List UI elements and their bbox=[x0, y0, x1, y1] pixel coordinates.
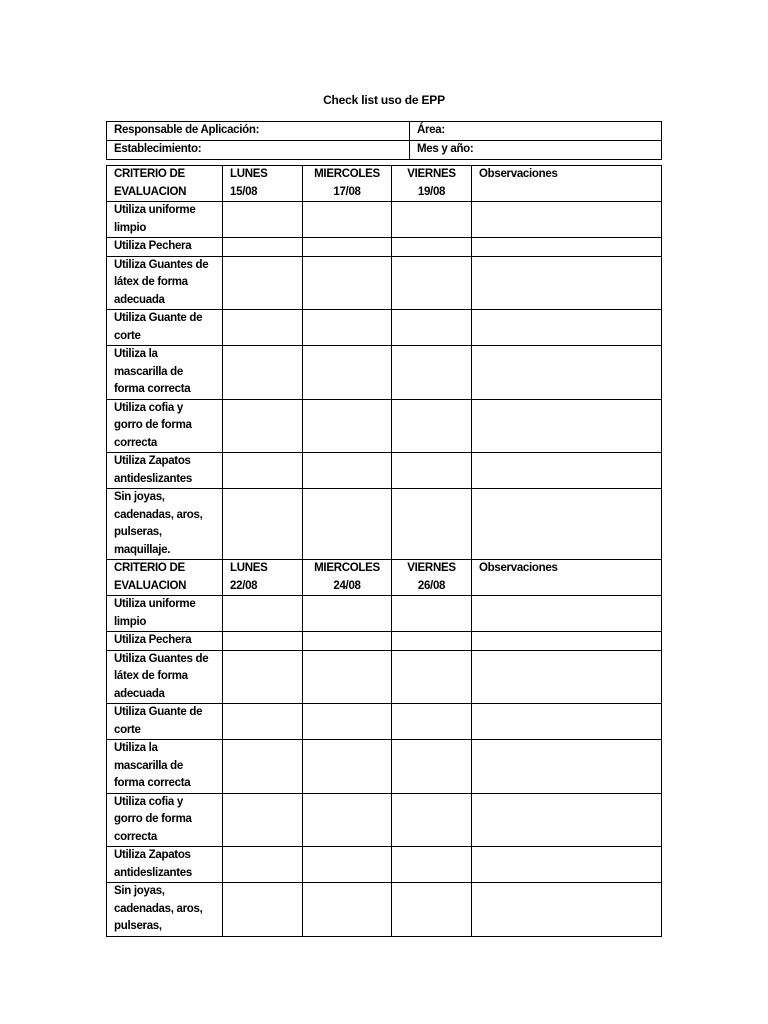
check-cell-miercoles[interactable] bbox=[303, 704, 392, 740]
checklist-table bbox=[106, 165, 662, 937]
day-name: VIERNES bbox=[407, 562, 456, 574]
observaciones-cell[interactable] bbox=[472, 650, 662, 704]
check-cell-viernes[interactable] bbox=[392, 346, 472, 400]
criterion-label bbox=[107, 399, 223, 453]
header-row-responsable bbox=[107, 122, 662, 141]
document-title: Check list uso de EPP bbox=[323, 93, 445, 107]
check-cell-miercoles[interactable] bbox=[303, 399, 392, 453]
check-cell-viernes[interactable] bbox=[392, 793, 472, 847]
day-name: MIERCOLES bbox=[314, 562, 380, 574]
criterion-row bbox=[107, 704, 662, 740]
criterion-label-line: Utiliza Guante de bbox=[114, 706, 203, 718]
criterion-label bbox=[107, 596, 223, 632]
criterion-row bbox=[107, 596, 662, 632]
check-cell-miercoles[interactable] bbox=[303, 346, 392, 400]
check-cell-viernes[interactable] bbox=[392, 596, 472, 632]
day-date: 22/08 bbox=[230, 579, 258, 592]
criterion-label-line: látex de forma bbox=[114, 670, 188, 682]
criterion-label-line: antideslizantes bbox=[114, 866, 192, 879]
criterion-row bbox=[107, 793, 662, 847]
check-cell-miercoles[interactable] bbox=[303, 238, 392, 257]
criterion-label-line: Utiliza Guantes de bbox=[114, 258, 209, 271]
area-field[interactable]: Área: bbox=[410, 122, 662, 141]
criterion-label bbox=[107, 704, 223, 740]
criterion-label-line: cadenadas, aros, bbox=[114, 508, 203, 521]
criterion-label-line: pulseras, bbox=[114, 526, 162, 538]
criterion-row bbox=[107, 238, 662, 257]
day-date: 24/08 bbox=[333, 579, 361, 592]
check-cell-miercoles[interactable] bbox=[303, 793, 392, 847]
observaciones-cell[interactable] bbox=[472, 847, 662, 883]
criterio-header-line: EVALUACION bbox=[114, 185, 187, 198]
criterion-row bbox=[107, 883, 662, 937]
criterion-label-line: Utiliza Pechera bbox=[114, 634, 192, 646]
day-date: 17/08 bbox=[333, 185, 361, 198]
criterion-label bbox=[107, 346, 223, 400]
observaciones-cell[interactable] bbox=[472, 202, 662, 238]
check-cell-miercoles[interactable] bbox=[303, 883, 392, 937]
day-header bbox=[392, 560, 472, 596]
check-cell-miercoles[interactable] bbox=[303, 310, 392, 346]
check-cell-miercoles[interactable] bbox=[303, 650, 392, 704]
criterion-row bbox=[107, 740, 662, 794]
observaciones-cell[interactable] bbox=[472, 256, 662, 310]
observaciones-cell[interactable] bbox=[472, 346, 662, 400]
criterion-label-line: Utiliza cofia y bbox=[114, 401, 183, 414]
criterion-label-line: mascarilla de bbox=[114, 365, 183, 378]
check-cell-miercoles[interactable] bbox=[303, 489, 392, 560]
criterion-label bbox=[107, 238, 223, 257]
observaciones-cell[interactable] bbox=[472, 883, 662, 937]
check-cell-viernes[interactable] bbox=[392, 489, 472, 560]
check-cell-lunes[interactable] bbox=[223, 740, 303, 794]
check-cell-lunes[interactable] bbox=[223, 453, 303, 489]
criterion-label-line: correcta bbox=[114, 436, 157, 449]
criterion-label-line: Utiliza Guante de bbox=[114, 312, 203, 324]
criterion-label-line: Utiliza uniforme bbox=[114, 204, 196, 216]
check-cell-lunes[interactable] bbox=[223, 704, 303, 740]
check-cell-lunes[interactable] bbox=[223, 596, 303, 632]
observaciones-header: Observaciones bbox=[472, 166, 662, 202]
criterion-label-line: forma correcta bbox=[114, 383, 191, 395]
criterion-label-line: limpio bbox=[114, 221, 147, 234]
criterion-label-line: corte bbox=[114, 329, 141, 342]
criterion-label-line: correcta bbox=[114, 830, 157, 843]
observaciones-cell[interactable] bbox=[472, 489, 662, 560]
check-cell-lunes[interactable] bbox=[223, 346, 303, 400]
criterion-label-line: cadenadas, aros, bbox=[114, 902, 203, 915]
check-cell-miercoles[interactable] bbox=[303, 202, 392, 238]
criterion-label bbox=[107, 847, 223, 883]
criterion-label bbox=[107, 256, 223, 310]
criterion-row bbox=[107, 202, 662, 238]
check-cell-viernes[interactable] bbox=[392, 740, 472, 794]
observaciones-cell[interactable] bbox=[472, 310, 662, 346]
check-cell-lunes[interactable] bbox=[223, 399, 303, 453]
criterion-row bbox=[107, 453, 662, 489]
week-header-row bbox=[107, 560, 662, 596]
day-date: 15/08 bbox=[230, 185, 258, 198]
check-cell-lunes[interactable] bbox=[223, 650, 303, 704]
observaciones-header: Observaciones bbox=[472, 560, 662, 596]
check-cell-miercoles[interactable] bbox=[303, 453, 392, 489]
criterion-label-line: Utiliza Guantes de bbox=[114, 652, 209, 665]
criterion-label-line: forma correcta bbox=[114, 777, 191, 789]
observaciones-cell[interactable] bbox=[472, 704, 662, 740]
check-cell-lunes[interactable] bbox=[223, 793, 303, 847]
check-cell-viernes[interactable] bbox=[392, 256, 472, 310]
check-cell-viernes[interactable] bbox=[392, 847, 472, 883]
criterion-label bbox=[107, 740, 223, 794]
mes-ano-field[interactable]: Mes y año: bbox=[410, 141, 662, 160]
criterion-label-line: adecuada bbox=[114, 687, 165, 700]
criterion-label-line: gorro de forma bbox=[114, 813, 192, 825]
week-header-row bbox=[107, 166, 662, 202]
criterion-label-line: Utiliza la bbox=[114, 742, 158, 754]
day-date: 19/08 bbox=[417, 185, 446, 198]
check-cell-viernes[interactable] bbox=[392, 883, 472, 937]
check-cell-lunes[interactable] bbox=[223, 310, 303, 346]
criterion-label bbox=[107, 793, 223, 847]
criterio-header-line: CRITERIO DE bbox=[114, 562, 185, 574]
criterion-label-line: gorro de forma bbox=[114, 419, 192, 431]
check-cell-viernes[interactable] bbox=[392, 238, 472, 257]
criterion-label-line: Sin joyas, bbox=[114, 885, 165, 897]
criterion-label-line: adecuada bbox=[114, 293, 165, 306]
criterion-label bbox=[107, 650, 223, 704]
criterion-label bbox=[107, 883, 223, 937]
observaciones-cell[interactable] bbox=[472, 399, 662, 453]
day-header bbox=[392, 166, 472, 202]
establecimiento-field[interactable]: Establecimiento: bbox=[107, 141, 410, 160]
criterion-label-line: maquillaje. bbox=[114, 543, 171, 556]
day-header bbox=[223, 560, 303, 596]
check-cell-viernes[interactable] bbox=[392, 650, 472, 704]
check-cell-miercoles[interactable] bbox=[303, 596, 392, 632]
check-cell-miercoles[interactable] bbox=[303, 256, 392, 310]
observaciones-cell[interactable] bbox=[472, 740, 662, 794]
check-cell-lunes[interactable] bbox=[223, 202, 303, 238]
criterion-label-line: mascarilla de bbox=[114, 759, 183, 772]
criterion-label-line: limpio bbox=[114, 615, 147, 628]
check-cell-viernes[interactable] bbox=[392, 453, 472, 489]
check-cell-miercoles[interactable] bbox=[303, 847, 392, 883]
criterion-row bbox=[107, 256, 662, 310]
check-cell-lunes[interactable] bbox=[223, 256, 303, 310]
criterio-header-line: CRITERIO DE bbox=[114, 168, 185, 180]
observaciones-cell[interactable] bbox=[472, 632, 662, 651]
check-cell-viernes[interactable] bbox=[392, 399, 472, 453]
check-cell-lunes[interactable] bbox=[223, 632, 303, 651]
day-header bbox=[223, 166, 303, 202]
criterio-header bbox=[107, 166, 223, 202]
criterio-header-line: EVALUACION bbox=[114, 579, 187, 592]
check-cell-viernes[interactable] bbox=[392, 202, 472, 238]
criterion-label-line: látex de forma bbox=[114, 276, 188, 288]
day-name: LUNES bbox=[230, 562, 268, 574]
observaciones-cell[interactable] bbox=[472, 596, 662, 632]
criterio-header bbox=[107, 560, 223, 596]
criterion-label bbox=[107, 310, 223, 346]
criterion-row bbox=[107, 310, 662, 346]
check-cell-viernes[interactable] bbox=[392, 632, 472, 651]
day-date: 26/08 bbox=[417, 579, 446, 592]
criterion-label-line: Utiliza cofia y bbox=[114, 795, 183, 808]
day-name: VIERNES bbox=[407, 168, 456, 180]
criterion-row bbox=[107, 399, 662, 453]
criterion-label-line: Utiliza uniforme bbox=[114, 598, 196, 610]
criterion-label-line: Utiliza Zapatos bbox=[114, 455, 191, 467]
criterion-label-line: Utiliza Pechera bbox=[114, 240, 192, 252]
check-cell-lunes[interactable] bbox=[223, 238, 303, 257]
criterion-label-line: Utiliza Zapatos bbox=[114, 849, 191, 861]
criterion-label-line: Sin joyas, bbox=[114, 491, 165, 503]
criterion-label-line: corte bbox=[114, 723, 141, 736]
criterion-label-line: pulseras, bbox=[114, 920, 162, 932]
criterion-label-line: Utiliza la bbox=[114, 348, 158, 360]
criterion-row bbox=[107, 346, 662, 400]
day-name: MIERCOLES bbox=[314, 168, 380, 180]
check-cell-lunes[interactable] bbox=[223, 847, 303, 883]
responsable-field[interactable]: Responsable de Aplicación: bbox=[107, 122, 410, 141]
criterion-row bbox=[107, 632, 662, 651]
criterion-row bbox=[107, 489, 662, 560]
header-table bbox=[106, 121, 662, 160]
header-row-establecimiento bbox=[107, 141, 662, 160]
check-cell-miercoles[interactable] bbox=[303, 632, 392, 651]
criterion-label-line: antideslizantes bbox=[114, 472, 192, 485]
check-cell-viernes[interactable] bbox=[392, 310, 472, 346]
criterion-label bbox=[107, 202, 223, 238]
check-cell-lunes[interactable] bbox=[223, 883, 303, 937]
observaciones-cell[interactable] bbox=[472, 793, 662, 847]
day-header bbox=[303, 166, 392, 202]
criterion-label bbox=[107, 453, 223, 489]
day-name: LUNES bbox=[230, 168, 268, 180]
check-cell-miercoles[interactable] bbox=[303, 740, 392, 794]
check-cell-viernes[interactable] bbox=[392, 704, 472, 740]
observaciones-cell[interactable] bbox=[472, 238, 662, 257]
criterion-row bbox=[107, 847, 662, 883]
criterion-label bbox=[107, 489, 223, 560]
criterion-label bbox=[107, 632, 223, 651]
day-header bbox=[303, 560, 392, 596]
observaciones-cell[interactable] bbox=[472, 453, 662, 489]
criterion-row bbox=[107, 650, 662, 704]
check-cell-lunes[interactable] bbox=[223, 489, 303, 560]
